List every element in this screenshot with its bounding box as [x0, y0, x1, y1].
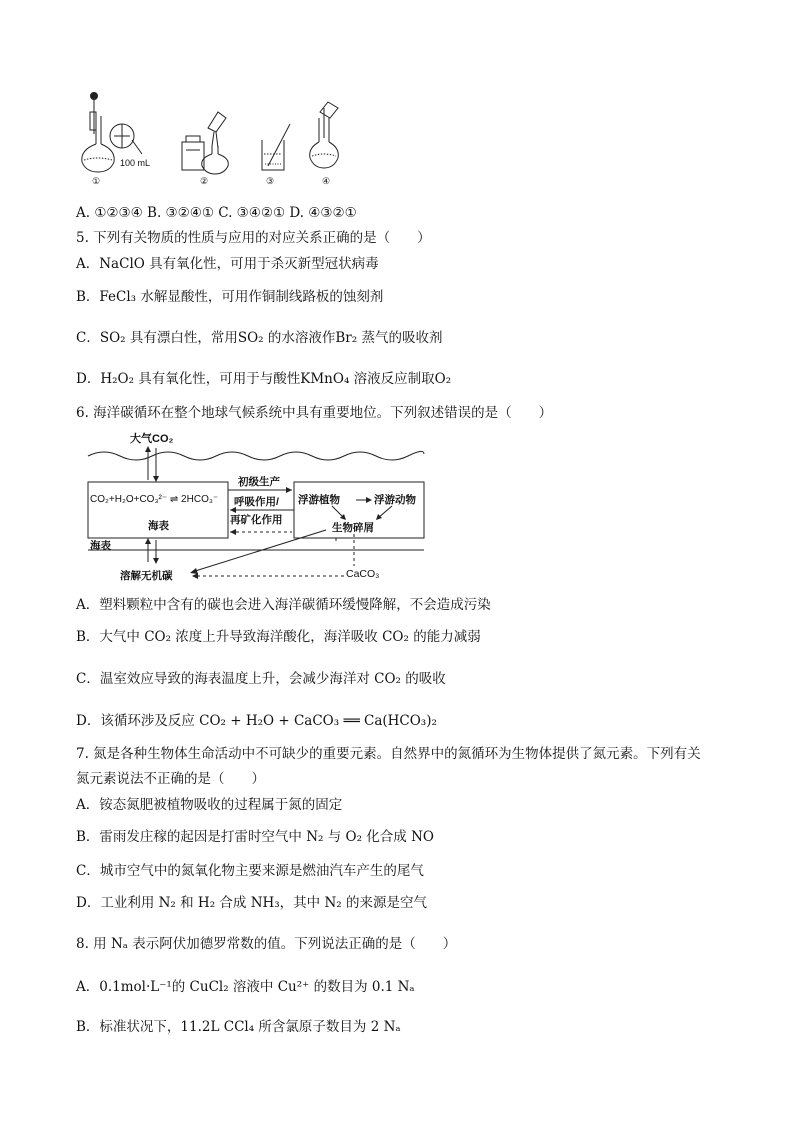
label-phyto: 浮游植物: [298, 494, 340, 506]
q5-option-d: D．H₂O₂ 具有氧化性，可用于与酸性KMnO₄ 溶液反应制取O₂: [76, 371, 452, 387]
caption-1: ①: [92, 176, 101, 186]
q5-option-c: C．SO₂ 具有漂白性，常用SO₂ 的水溶液作Br₂ 蒸气的吸收剂: [76, 330, 443, 346]
q7-option-b: B．雷雨发庄稼的起因是打雷时空气中 N₂ 与 O₂ 化合成 NO: [76, 829, 434, 845]
label-resp2: 再矿化作用: [230, 514, 283, 526]
q7-option-a: A．铵态氮肥被植物吸收的过程属于氮的固定: [76, 797, 343, 813]
carbon-cycle-diagram: [86, 430, 426, 582]
q6-option-d: D．该循环涉及反应 CO₂ + H₂O + CaCO₃ ══ Ca(HCO₃)₂: [76, 713, 437, 729]
q5-stem: 5. 下列有关物质的性质与应用的对应关系正确的是（ ）: [76, 230, 431, 246]
q8-option-a: A．0.1mol·L⁻¹的 CuCl₂ 溶液中 Cu²⁺ 的数目为 0.1 Nₐ: [76, 979, 415, 995]
label-dic: 溶解无机碳: [120, 570, 173, 582]
q5-option-b: B．FeCl₃ 水解显酸性，可用作铜制线路板的蚀刻剂: [76, 289, 384, 305]
q6-option-a: A．塑料颗粒中含有的碳也会进入海洋碳循环缓慢降解，不会造成污染: [76, 597, 491, 613]
label-atm-co2: 大气CO₂: [130, 433, 174, 445]
q7-stem-line1: 7. 氮是各种生物体生命活动中不可缺少的重要元素。自然界中的氮循环为生物体提供了氮元素。下列有关: [76, 746, 701, 762]
q7-stem-line2: 氮元素说法不正确的是（ ）: [76, 771, 265, 787]
q7-option-d: D．工业利用 N₂ 和 H₂ 合成 NH₃，其中 N₂ 的来源是空气: [76, 895, 427, 911]
q6-stem: 6. 海洋碳循环在整个地球气候系统中具有重要地位。下列叙述错误的是（ ）: [76, 405, 553, 421]
q8-stem: 8. 用 Nₐ 表示阿伏加德罗常数的值。下列说法正确的是（ ）: [76, 936, 457, 952]
caption-4: ④: [322, 176, 331, 186]
label-resp1: 呼吸作用/: [234, 496, 279, 508]
q5-option-a: A．NaClO 具有氧化性，可用于杀灭新型冠状病毒: [76, 256, 379, 272]
q4-options: A. ①②③④ B. ③②④① C. ③④②① D. ④③②①: [76, 205, 357, 221]
label-zoo: 浮游动物: [374, 494, 416, 506]
q8-option-b: B．标准状况下，11.2L CCl₄ 所含氯原子数目为 2 Nₐ: [76, 1019, 401, 1035]
caption-2: ②: [200, 176, 209, 186]
label-detritus: 生物碎屑: [332, 522, 374, 534]
label-surface-box: 海表: [148, 520, 169, 532]
q7-option-c: C．城市空气中的氮氧化物主要来源是燃油汽车产生的尾气: [76, 863, 424, 879]
apparatus-figure: [76, 88, 376, 192]
apparatus-drawing: [76, 88, 376, 192]
label-surface-line: 海表: [90, 540, 111, 552]
label-caco3: CaCO₃: [346, 568, 380, 580]
q6-option-b: B．大气中 CO₂ 浓度上升导致海洋酸化，海洋吸收 CO₂ 的能力减弱: [76, 629, 481, 645]
label-primary: 初级生产: [238, 476, 280, 488]
caption-3: ③: [266, 176, 275, 186]
volume-label: 100 mL: [120, 158, 151, 168]
label-equilibrium: CO₂+H₂O+CO₃²⁻ ⇌ 2HCO₃⁻: [90, 494, 219, 505]
q6-option-c: C．温室效应导致的海表温度上升，会减少海洋对 CO₂ 的吸收: [76, 671, 446, 687]
